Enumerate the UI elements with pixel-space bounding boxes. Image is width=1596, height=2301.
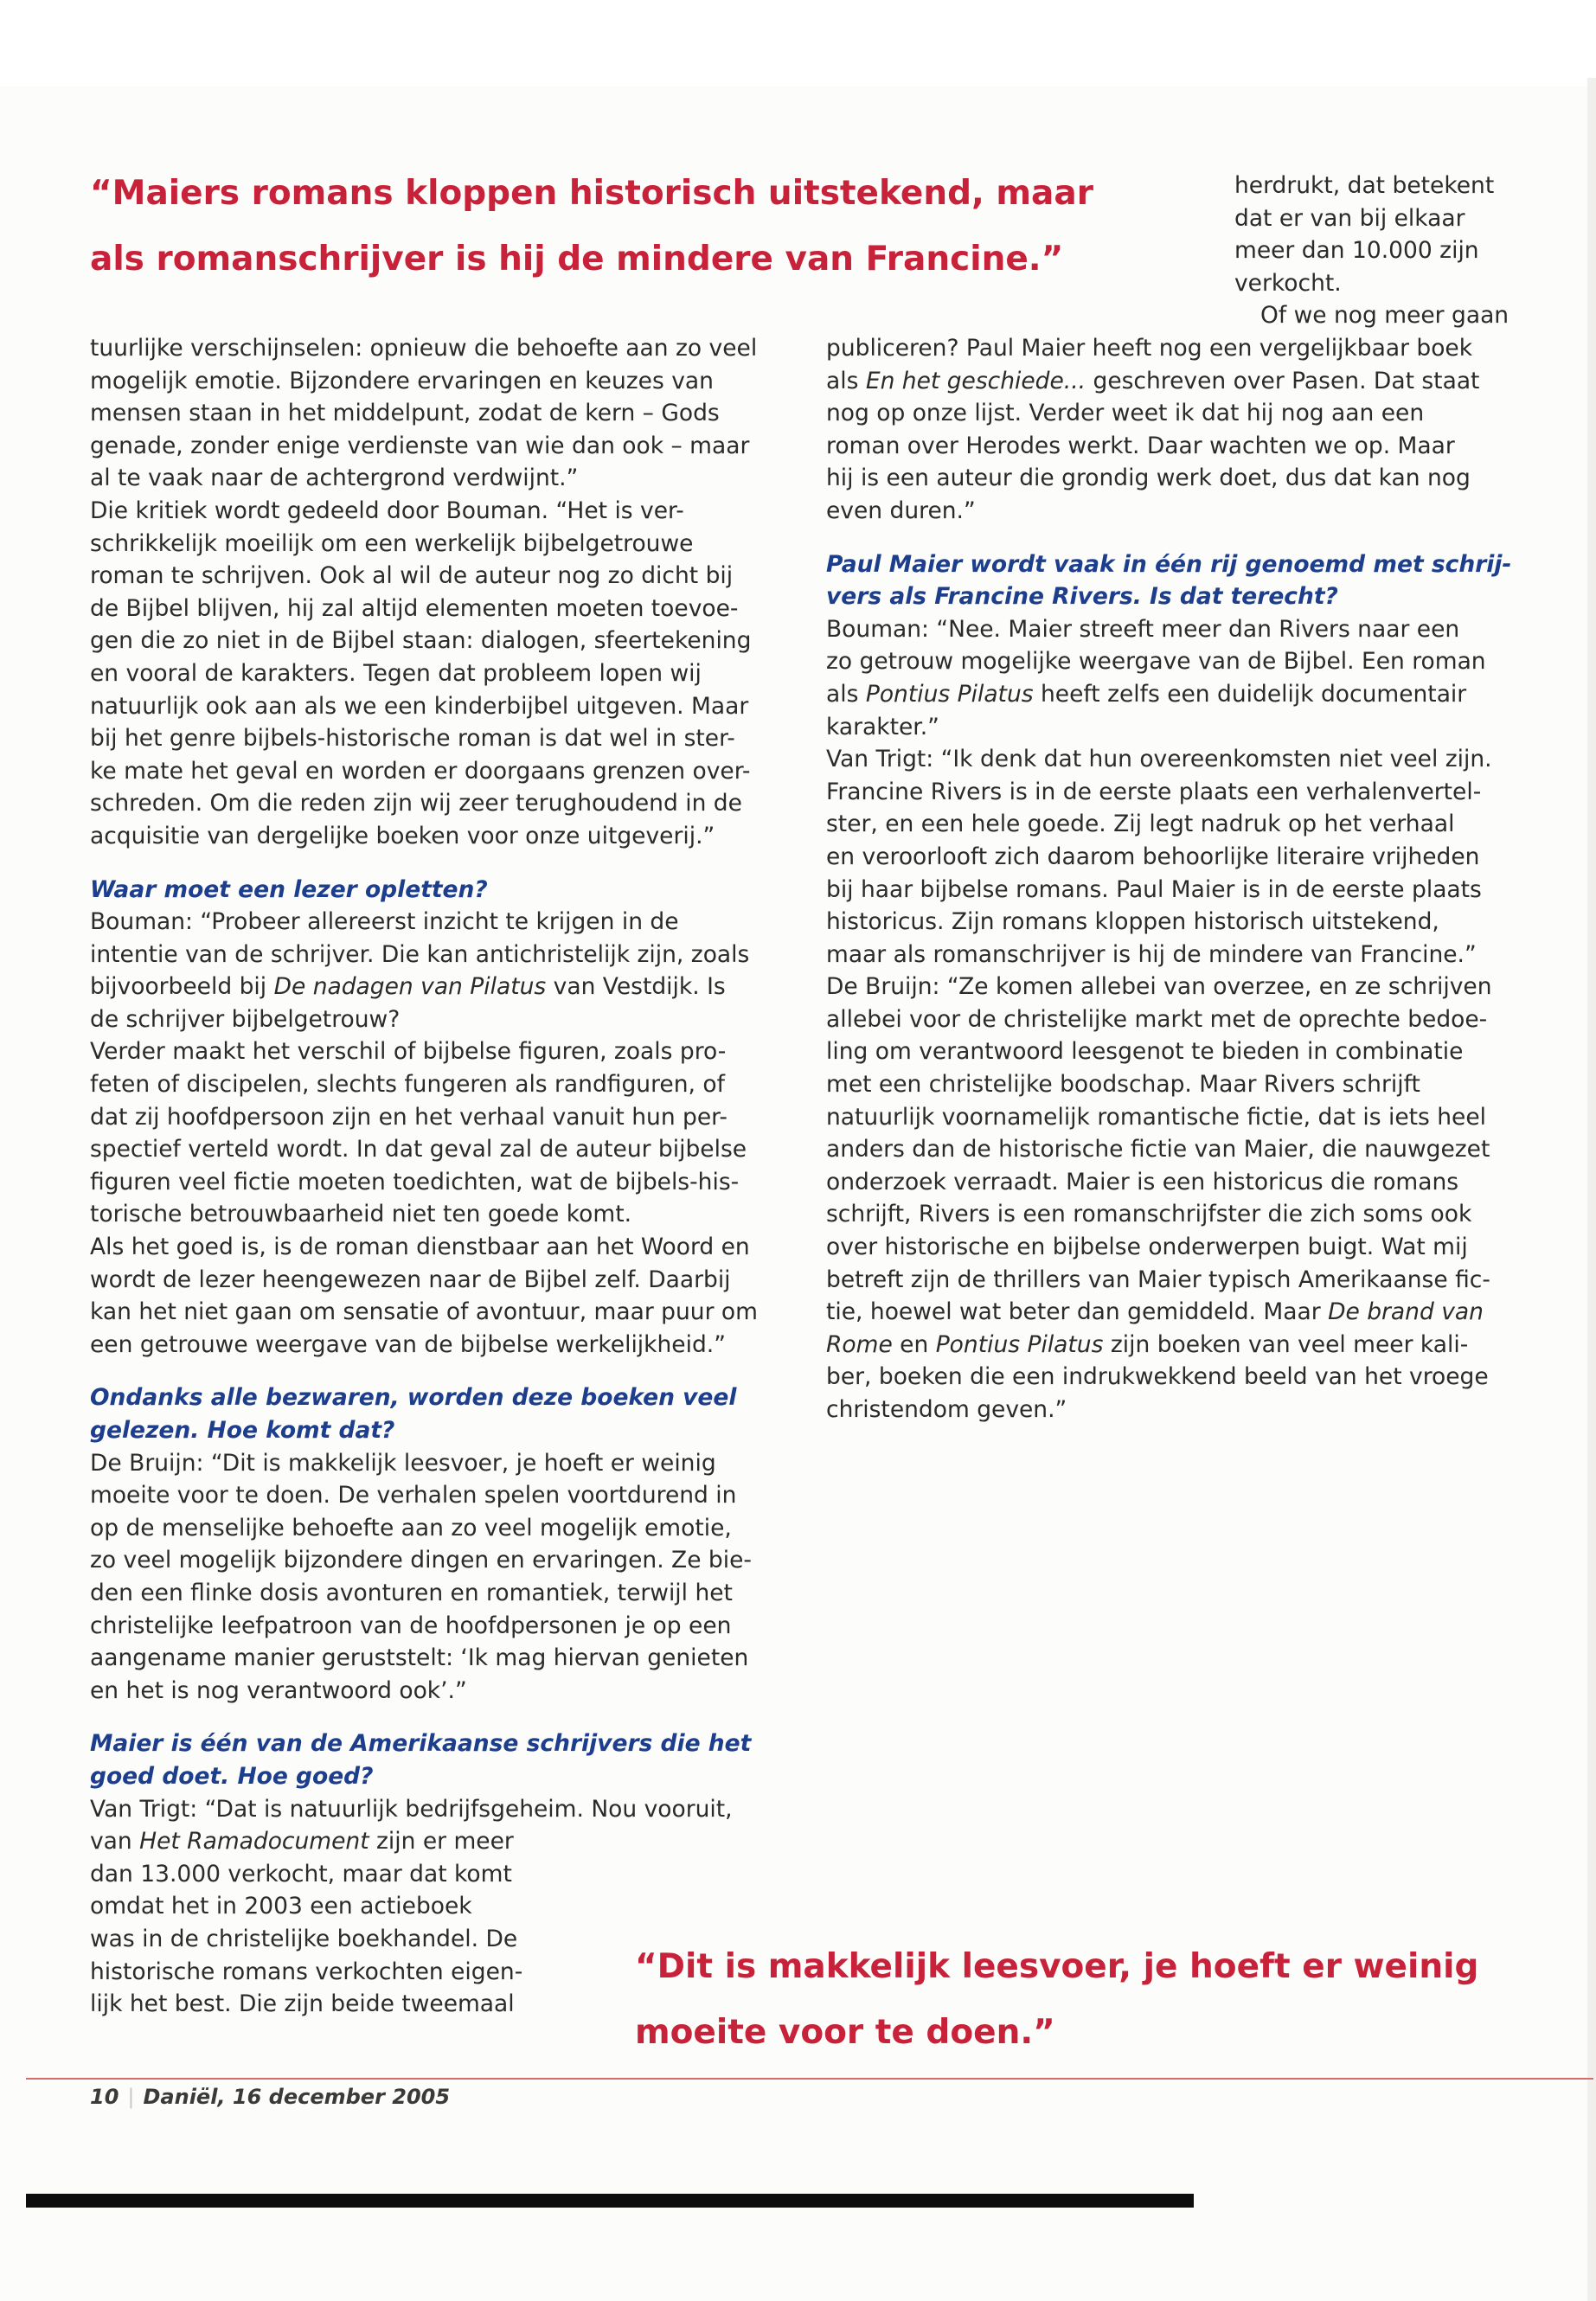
text-line: en vooral de karakters. Tegen dat probleem lopen wij bbox=[90, 659, 702, 687]
book-title: Rome bbox=[826, 1330, 893, 1358]
text-line: Van Trigt: “Ik denk dat hun overeenkomsten niet veel zijn. bbox=[826, 746, 1492, 773]
interview-question: Paul Maier wordt vaak in één rij genoemd met schrij- bbox=[826, 550, 1512, 578]
text-line: even duren.” bbox=[826, 497, 976, 524]
text-line: allebei voor de christelijke markt met de oprechte bedoe- bbox=[826, 1005, 1488, 1033]
text-span: als bbox=[826, 680, 866, 708]
footer-rule bbox=[26, 2078, 1593, 2080]
text-line: torische betrouwbaarheid niet ten goede komt. bbox=[90, 1201, 632, 1228]
text-line: schreden. Om die reden zijn wij zeer terughoudend in de bbox=[90, 790, 742, 817]
text-line: Bouman: “Probeer allereerst inzicht te krijgen in de bbox=[90, 908, 679, 936]
text-line: en het is nog verantwoord ook’.” bbox=[90, 1676, 467, 1704]
text-line: schrijft, Rivers is een romanschrijfster die zich soms ook bbox=[826, 1201, 1472, 1228]
text-line bbox=[90, 971, 782, 1003]
text-line: karakter.” bbox=[826, 713, 939, 740]
text-line: schrikkelijk moeilijk om een werkelijk bijbelgetrouwe bbox=[90, 529, 694, 557]
interview-question: vers als Francine Rivers. Is dat terecht? bbox=[826, 583, 1338, 611]
text-line: al te vaak naar de achtergrond verdwijnt.” bbox=[90, 465, 579, 492]
scan-edge-bar bbox=[26, 2194, 1194, 2208]
text-line: zo veel mogelijk bijzondere dingen en ervaringen. Ze bie- bbox=[90, 1547, 752, 1574]
text-span: van bbox=[90, 1828, 140, 1856]
text-line: aangename manier geruststelt: ‘Ik mag hiervan genieten bbox=[90, 1644, 749, 1672]
text-line: met een christelijke boodschap. Maar Rivers schrijft bbox=[826, 1071, 1420, 1099]
right-column-top bbox=[1234, 170, 1520, 332]
left-column bbox=[90, 332, 782, 2021]
text-line: dan 13.000 verkocht, maar dat komt bbox=[90, 1860, 512, 1888]
text-line bbox=[90, 1825, 782, 1858]
text-line: spectief verteld wordt. In dat geval zal de auteur bijbelse bbox=[90, 1136, 747, 1163]
text-line: anders dan de historische fictie van Maier, die nauwgezet bbox=[826, 1136, 1490, 1163]
text-span: zijn er meer bbox=[369, 1828, 514, 1856]
text-line: natuurlijk ook aan als we een kinderbijbel uitgeven. Maar bbox=[90, 692, 749, 720]
interview-question: gelezen. Hoe komt dat? bbox=[90, 1417, 395, 1444]
text-line: op de menselijke behoefte aan zo veel mogelijk emotie, bbox=[90, 1514, 732, 1541]
text-line: ster, en een hele goede. Zij legt nadruk op het verhaal bbox=[826, 811, 1455, 838]
text-line: zo getrouw mogelijke weergave van de Bijbel. Een roman bbox=[826, 648, 1486, 676]
text-line: natuurlijk voornamelijk romantische fictie, dat is iets heel bbox=[826, 1103, 1487, 1131]
text-line: Die kritiek wordt gedeeld door Bouman. “Het is ver- bbox=[90, 497, 684, 524]
text-span: van Vestdijk. Is bbox=[546, 973, 726, 1001]
text-line: De Bruijn: “Ze komen allebei van overzee, en ze schrijven bbox=[826, 973, 1492, 1001]
text-line: tuurlijke verschijnselen: opnieuw die behoefte aan zo veel bbox=[90, 335, 758, 362]
footer-separator: | bbox=[127, 2085, 135, 2109]
text-line: Francine Rivers is in de eerste plaats een verhalenvertel- bbox=[826, 778, 1482, 805]
text-line: de Bijbel blijven, hij zal altijd elementen moeten toevoe- bbox=[90, 594, 739, 622]
text-line: ling om verantwoord leesgenot te bieden in combinatie bbox=[826, 1038, 1464, 1066]
text-line: roman over Herodes werkt. Daar wachten we op. Maar bbox=[826, 432, 1455, 459]
text-line: Of we nog meer gaan bbox=[1260, 302, 1509, 330]
text-span: zijn boeken van veel meer kali- bbox=[1103, 1330, 1469, 1358]
text-line: Bouman: “Nee. Maier streeft meer dan Rivers naar een bbox=[826, 615, 1460, 643]
text-line: kan het niet gaan om sensatie of avontuur, maar puur om bbox=[90, 1298, 758, 1326]
scan-margin bbox=[0, 0, 1596, 87]
text-span: heeft zelfs een duidelijk documentair bbox=[1033, 680, 1467, 708]
text-line: onderzoek verraadt. Maier is een historicus die romans bbox=[826, 1168, 1459, 1195]
text-line: hij is een auteur die grondig werk doet, dus dat kan nog bbox=[826, 465, 1471, 492]
text-line: was in de christelijke boekhandel. De bbox=[90, 1925, 518, 1952]
text-line: genade, zonder enige verdienste van wie dan ook – maar bbox=[90, 432, 750, 459]
text-line: omdat het in 2003 een actieboek bbox=[90, 1893, 472, 1920]
text-line: wordt de lezer heengewezen naar de Bijbel zelf. Daarbij bbox=[90, 1266, 731, 1293]
text-line: christendom geven.” bbox=[826, 1396, 1067, 1423]
interview-question: Maier is één van de Amerikaanse schrijvers die het bbox=[90, 1730, 752, 1758]
text-line: en veroorlooft zich daarom behoorlijke literaire vrijheden bbox=[826, 843, 1480, 870]
text-line: christelijke leefpatroon van de hoofdpersonen je op een bbox=[90, 1612, 732, 1639]
text-line: betreft zijn de thrillers van Maier typisch Amerikaanse fic- bbox=[826, 1266, 1490, 1293]
text-span: geschreven over Pasen. Dat staat bbox=[1086, 367, 1480, 394]
publication-info: Daniël, 16 december 2005 bbox=[143, 2085, 451, 2109]
text-line bbox=[826, 1296, 1527, 1329]
text-line: maar als romanschrijver is hij de mindere van Francine.” bbox=[826, 940, 1477, 968]
text-line: dat er van bij elkaar bbox=[1234, 204, 1465, 232]
page-number: 10 bbox=[90, 2085, 119, 2109]
text-line: meer dan 10.000 zijn bbox=[1234, 237, 1479, 265]
pull-quote-line: “Maiers romans kloppen historisch uitstekend, maar bbox=[90, 174, 1093, 213]
text-line: ber, boeken die een indrukwekkend beeld van het vroege bbox=[826, 1363, 1489, 1391]
pull-quote-line: “Dit is makkelijk leesvoer, je hoeft er weinig bbox=[635, 1947, 1479, 1986]
text-line: een getrouwe weergave van de bijbelse werkelijkheid.” bbox=[90, 1330, 726, 1358]
page-footer bbox=[90, 2085, 450, 2109]
text-line: De Bruijn: “Dit is makkelijk leesvoer, je hoeft er weinig bbox=[90, 1449, 716, 1477]
text-line: ke mate het geval en worden er doorgaans grenzen over- bbox=[90, 757, 751, 785]
book-title: De brand van bbox=[1328, 1298, 1484, 1326]
text-line bbox=[826, 365, 1527, 398]
text-line: historicus. Zijn romans kloppen historisch uitstekend, bbox=[826, 908, 1439, 936]
text-line: intentie van de schrijver. Die kan antichristelijk zijn, zoals bbox=[90, 940, 750, 968]
text-line: roman te schrijven. Ook al wil de auteur nog zo dicht bij bbox=[90, 562, 734, 590]
pull-quote-line: moeite voor te doen.” bbox=[635, 2013, 1055, 2052]
text-line: herdrukt, dat betekent bbox=[1234, 172, 1495, 199]
text-line: nog op onze lijst. Verder weet ik dat hij nog aan een bbox=[826, 400, 1425, 427]
text-line: bij het genre bijbels-historische roman is dat wel in ster- bbox=[90, 725, 735, 753]
book-title: En het geschiede... bbox=[865, 367, 1086, 394]
text-line: de schrijver bijbelgetrouw? bbox=[90, 1005, 401, 1033]
text-span: tie, hoewel wat beter dan gemiddeld. Maar bbox=[826, 1298, 1329, 1326]
text-line bbox=[826, 1329, 1527, 1362]
text-line: feten of discipelen, slechts fungeren als randfiguren, of bbox=[90, 1071, 725, 1099]
interview-question: Waar moet een lezer opletten? bbox=[90, 875, 488, 903]
pull-quote-bottom bbox=[635, 1934, 1517, 2066]
text-line: acquisitie van dergelijke boeken voor onze uitgeverij.” bbox=[90, 822, 715, 849]
book-title: Het Ramadocument bbox=[139, 1828, 369, 1856]
text-line: bij haar bijbelse romans. Paul Maier is in de eerste plaats bbox=[826, 875, 1482, 903]
text-line: gen die zo niet in de Bijbel staan: dialogen, sfeertekening bbox=[90, 627, 752, 655]
text-span: bijvoorbeeld bij bbox=[90, 973, 274, 1001]
text-span: en bbox=[892, 1330, 936, 1358]
book-title: Pontius Pilatus bbox=[865, 680, 1034, 708]
text-line: mogelijk emotie. Bijzondere ervaringen en keuzes van bbox=[90, 367, 714, 394]
text-line: over historische en bijbelse onderwerpen buigt. Wat mij bbox=[826, 1234, 1468, 1261]
text-line: dat zij hoofdpersoon zijn en het verhaal vanuit hun per- bbox=[90, 1103, 727, 1131]
text-line: moeite voor te doen. De verhalen spelen voortdurend in bbox=[90, 1482, 737, 1509]
right-column bbox=[826, 332, 1527, 1426]
text-line: den een flinke dosis avonturen en romantiek, terwijl het bbox=[90, 1579, 733, 1606]
interview-question: goed doet. Hoe goed? bbox=[90, 1762, 374, 1790]
text-line: verkocht. bbox=[1234, 269, 1342, 297]
pull-quote-line: als romanschrijver is hij de mindere van Francine.” bbox=[90, 240, 1064, 279]
text-line: historische romans verkochten eigen- bbox=[90, 1958, 523, 1985]
pull-quote-top bbox=[90, 161, 1171, 292]
interview-question: Ondanks alle bezwaren, worden deze boeken veel bbox=[90, 1384, 737, 1412]
text-line: lijk het best. Die zijn beide tweemaal bbox=[90, 1990, 515, 2018]
text-line: figuren veel fictie moeten toedichten, wat de bijbels-his- bbox=[90, 1168, 740, 1195]
text-line: Verder maakt het verschil of bijbelse figuren, zoals pro- bbox=[90, 1038, 727, 1066]
book-title: Pontius Pilatus bbox=[935, 1330, 1104, 1358]
text-line: Als het goed is, is de roman dienstbaar aan het Woord en bbox=[90, 1234, 750, 1261]
text-span: als bbox=[826, 367, 866, 394]
book-title: De nadagen van Pilatus bbox=[273, 973, 547, 1001]
text-line: publiceren? Paul Maier heeft nog een vergelijkbaar boek bbox=[826, 335, 1473, 362]
text-line: Van Trigt: “Dat is natuurlijk bedrijfsgeheim. Nou vooruit, bbox=[90, 1795, 733, 1823]
page-edge bbox=[1587, 78, 1596, 2301]
text-line: mensen staan in het middelpunt, zodat de kern – Gods bbox=[90, 400, 720, 427]
text-line bbox=[826, 678, 1527, 711]
